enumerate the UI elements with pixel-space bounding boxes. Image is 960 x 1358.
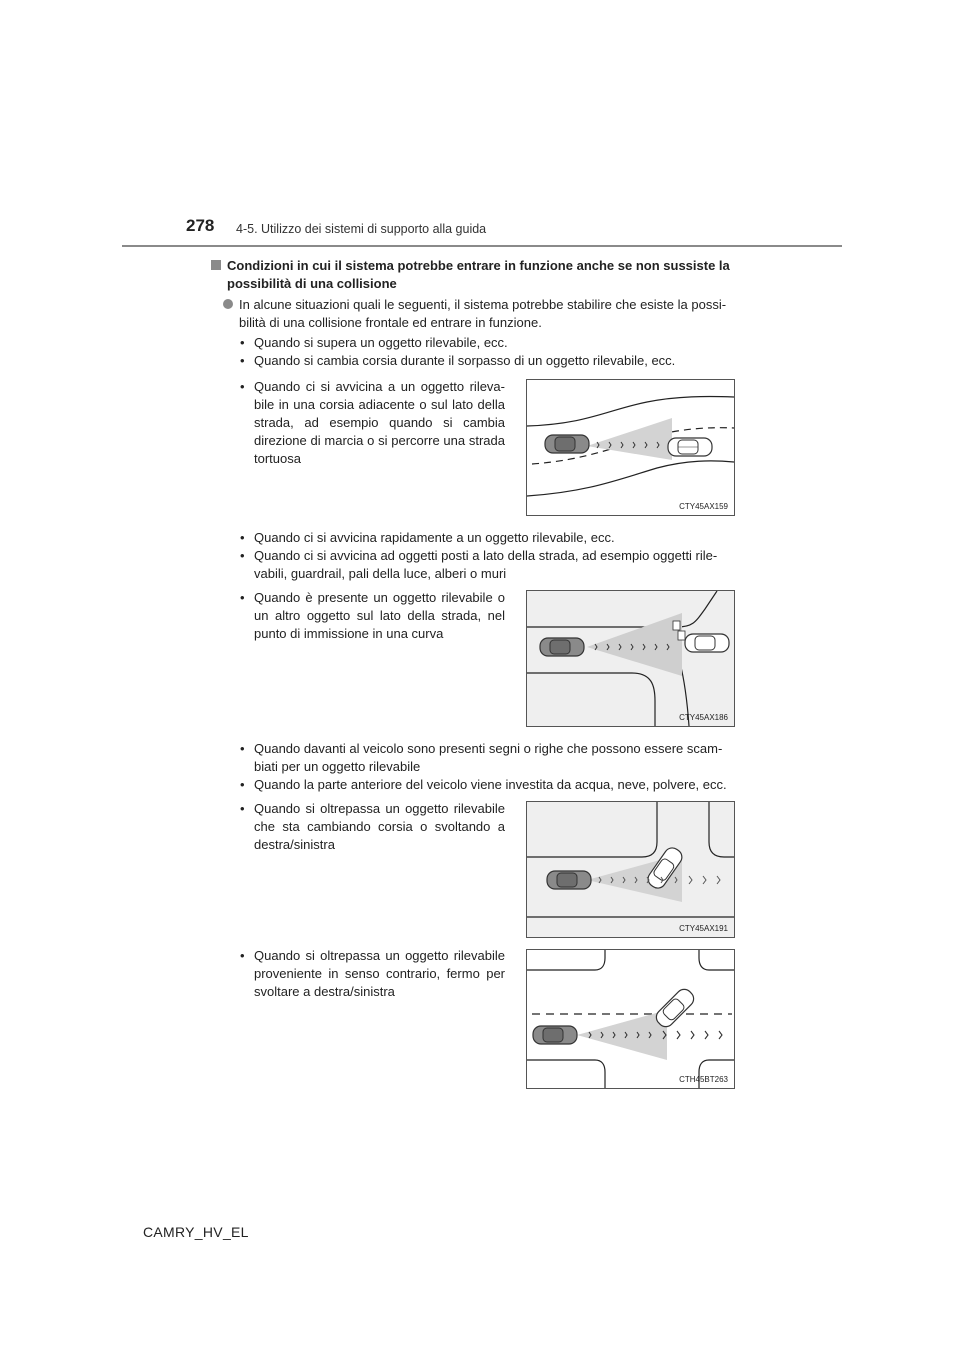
list-item: • Quando ci si avvicina ad oggetti posti a lato della strada, ad esempio oggetti rile- vabili, guardrail, pali della luce, alberi o muri — [240, 548, 718, 581]
list-item: • Quando davanti al veicolo sono presenti segni o righe che possono essere scam- biati per un oggetto rilevabile — [240, 741, 723, 774]
figure-oncoming-turn — [526, 949, 735, 1089]
list-item: • Quando si supera un oggetto rilevabile, ecc. — [240, 335, 508, 350]
list-item: • Quando ci si avvicina a un oggetto rileva-bile in una corsia adiacente o sul lato della strada, ad esempio quando si cambia direzione di marcia o si percorre una strada tortuosa — [240, 379, 505, 466]
list-item: • Quando è presente un oggetto rilevabile o un altro oggetto sul lato della strada, nel punto di immissione in una curva — [240, 590, 505, 641]
figure-code: CTH45BT263 — [679, 1075, 728, 1084]
footer-model-code: CAMRY_HV_EL — [143, 1224, 249, 1240]
figure-winding-road — [526, 379, 735, 516]
header-rule — [122, 245, 842, 247]
figure-code: CTY45AX186 — [679, 713, 728, 722]
chapter-title: 4-5. Utilizzo dei sistemi di supporto alla guida — [236, 222, 487, 236]
list-item: • Quando si oltrepassa un oggetto rilevabile proveniente in senso contrario, fermo per svoltare a destra/sinistra — [240, 948, 505, 999]
section-title — [211, 257, 756, 293]
list-item: • Quando si oltrepassa un oggetto rilevabile che sta cambiando corsia o svoltando a destra/sinistra — [240, 801, 505, 852]
intro-line2: bilità di una collisione frontale ed entrare in funzione. — [239, 315, 542, 330]
intro-line1: In alcune situazioni quali le seguenti, il sistema potrebbe stabilire che esiste la possi- — [239, 297, 727, 312]
section-title-line1: Condizioni in cui il sistema potrebbe entrare in funzione anche se non sussiste la — [227, 258, 730, 273]
section-title-line2: possibilità di una collisione — [227, 276, 397, 291]
figure-code: CTY45AX191 — [679, 924, 728, 933]
square-bullet-icon — [211, 260, 221, 270]
circle-bullet-icon — [223, 299, 233, 309]
list-item: • Quando si cambia corsia durante il sorpasso di un oggetto rilevabile, ecc. — [240, 353, 676, 368]
list-item: • Quando ci si avvicina rapidamente a un oggetto rilevabile, ecc. — [240, 530, 615, 545]
figure-code: CTY45AX159 — [679, 502, 728, 511]
figure-curve-entry — [526, 590, 735, 727]
page-number: 278 — [186, 216, 215, 235]
figure-turning-vehicle — [526, 801, 735, 938]
intro-paragraph — [223, 296, 758, 332]
list-item: • Quando la parte anteriore del veicolo viene investita da acqua, neve, polvere, ecc. — [240, 777, 727, 792]
